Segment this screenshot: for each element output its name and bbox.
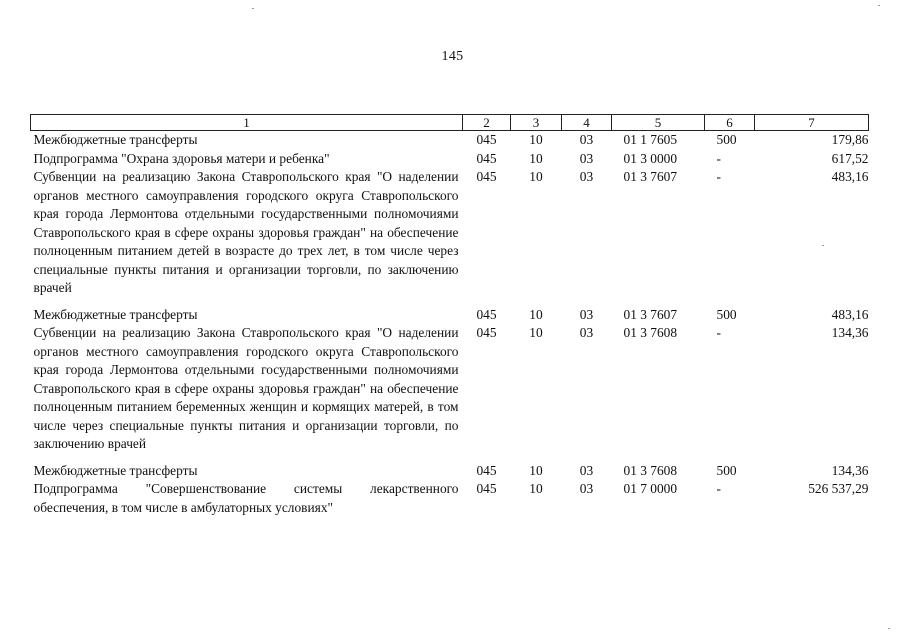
row-vr: - bbox=[716, 169, 721, 184]
row-ved: 045 bbox=[476, 325, 497, 340]
row-name: Подпрограмма "Совершенствование системы лекарственного обеспечения, в том числе в амбулаторных условиях" bbox=[33, 481, 459, 515]
row-ved: 045 bbox=[476, 150, 497, 166]
row-amount: 134,36 bbox=[831, 462, 869, 478]
row-spacer bbox=[31, 298, 869, 306]
row-pr: 03 bbox=[579, 325, 594, 340]
row-pr: 03 bbox=[579, 169, 594, 184]
row-vr: 500 bbox=[716, 132, 737, 147]
row-ved: 045 bbox=[476, 462, 497, 478]
row-pr: 03 bbox=[579, 150, 594, 166]
scan-speck bbox=[252, 8, 254, 9]
header-col-5: 5 bbox=[612, 115, 705, 131]
row-name: Межбюджетные трансферты bbox=[33, 132, 198, 147]
row-name: Межбюджетные трансферты bbox=[33, 462, 198, 478]
row-rz: 10 bbox=[529, 150, 543, 166]
header-col-4: 4 bbox=[562, 115, 612, 131]
row-csr: 01 3 0000 bbox=[623, 150, 678, 166]
table-header bbox=[31, 115, 869, 131]
table-row bbox=[31, 306, 869, 325]
table-row bbox=[31, 480, 869, 517]
budget-table-container bbox=[30, 114, 868, 517]
table-row bbox=[31, 131, 869, 150]
row-spacer bbox=[31, 454, 869, 462]
header-col-1: 1 bbox=[31, 115, 463, 131]
row-ved: 045 bbox=[476, 132, 497, 147]
header-row bbox=[31, 115, 869, 131]
table-row bbox=[31, 462, 869, 481]
row-name: Межбюджетные трансферты bbox=[33, 306, 198, 322]
row-ved: 045 bbox=[476, 169, 497, 184]
row-rz: 10 bbox=[529, 325, 543, 340]
row-amount: 526 537,29 bbox=[808, 481, 869, 496]
table-row bbox=[31, 150, 869, 169]
row-ved: 045 bbox=[476, 481, 497, 496]
page-number: 145 bbox=[441, 49, 464, 64]
row-amount: 134,36 bbox=[831, 325, 869, 340]
row-name: Подпрограмма "Охрана здоровья матери и ребенка" bbox=[33, 150, 330, 166]
scan-speck bbox=[888, 628, 890, 629]
row-name: Субвенции на реализацию Закона Ставропольского края "О наделении органов местного самоуправления городского округа Ставропольского края города Лермонтова отдельными государственными полномочиями Ставропольского края в сфере охраны здоровья граждан" на обеспечение полноценным питанием детей в возрасте до трех лет, в том числе через специальные пункты питания и организации торговли, по заключению врачей bbox=[33, 169, 459, 295]
row-amount: 483,16 bbox=[831, 169, 869, 184]
row-rz: 10 bbox=[529, 306, 543, 322]
row-vr: 500 bbox=[716, 306, 737, 322]
header-col-3: 3 bbox=[511, 115, 562, 131]
row-csr: 01 3 7607 bbox=[623, 306, 678, 322]
scan-speck bbox=[822, 245, 824, 246]
row-csr: 01 3 7608 bbox=[623, 325, 678, 340]
row-amount: 617,52 bbox=[831, 150, 869, 166]
row-rz: 10 bbox=[529, 481, 543, 496]
table-body bbox=[31, 131, 869, 518]
row-csr: 01 1 7605 bbox=[623, 132, 678, 147]
row-vr: - bbox=[716, 150, 721, 166]
row-csr: 01 3 7608 bbox=[623, 462, 678, 478]
row-name: Субвенции на реализацию Закона Ставропольского края "О наделении органов местного самоуправления городского округа Ставропольского края города Лермонтова отдельными государственными полномочиями Ставропольского края в сфере охраны здоровья граждан" на обеспечение полноценным питанием беременных женщин и кормящих матерей, в том числе через специальные пункты питания и организации торговли, по заключению врачей bbox=[33, 325, 459, 451]
table-row bbox=[31, 168, 869, 298]
row-pr: 03 bbox=[579, 132, 594, 147]
row-ved: 045 bbox=[476, 306, 497, 322]
row-vr: - bbox=[716, 325, 721, 340]
row-rz: 10 bbox=[529, 462, 543, 478]
row-pr: 03 bbox=[579, 481, 594, 496]
row-amount: 179,86 bbox=[831, 132, 869, 147]
row-rz: 10 bbox=[529, 132, 543, 147]
row-vr: 500 bbox=[716, 462, 737, 478]
row-csr: 01 7 0000 bbox=[623, 481, 678, 496]
row-pr: 03 bbox=[579, 462, 594, 478]
scan-speck bbox=[878, 5, 880, 6]
header-col-7: 7 bbox=[755, 115, 869, 131]
row-rz: 10 bbox=[529, 169, 543, 184]
row-vr: - bbox=[716, 481, 721, 496]
row-csr: 01 3 7607 bbox=[623, 169, 678, 184]
header-col-6: 6 bbox=[705, 115, 755, 131]
budget-table bbox=[30, 114, 869, 517]
header-col-2: 2 bbox=[463, 115, 511, 131]
row-pr: 03 bbox=[579, 306, 594, 322]
row-amount: 483,16 bbox=[831, 306, 869, 322]
table-row bbox=[31, 324, 869, 454]
